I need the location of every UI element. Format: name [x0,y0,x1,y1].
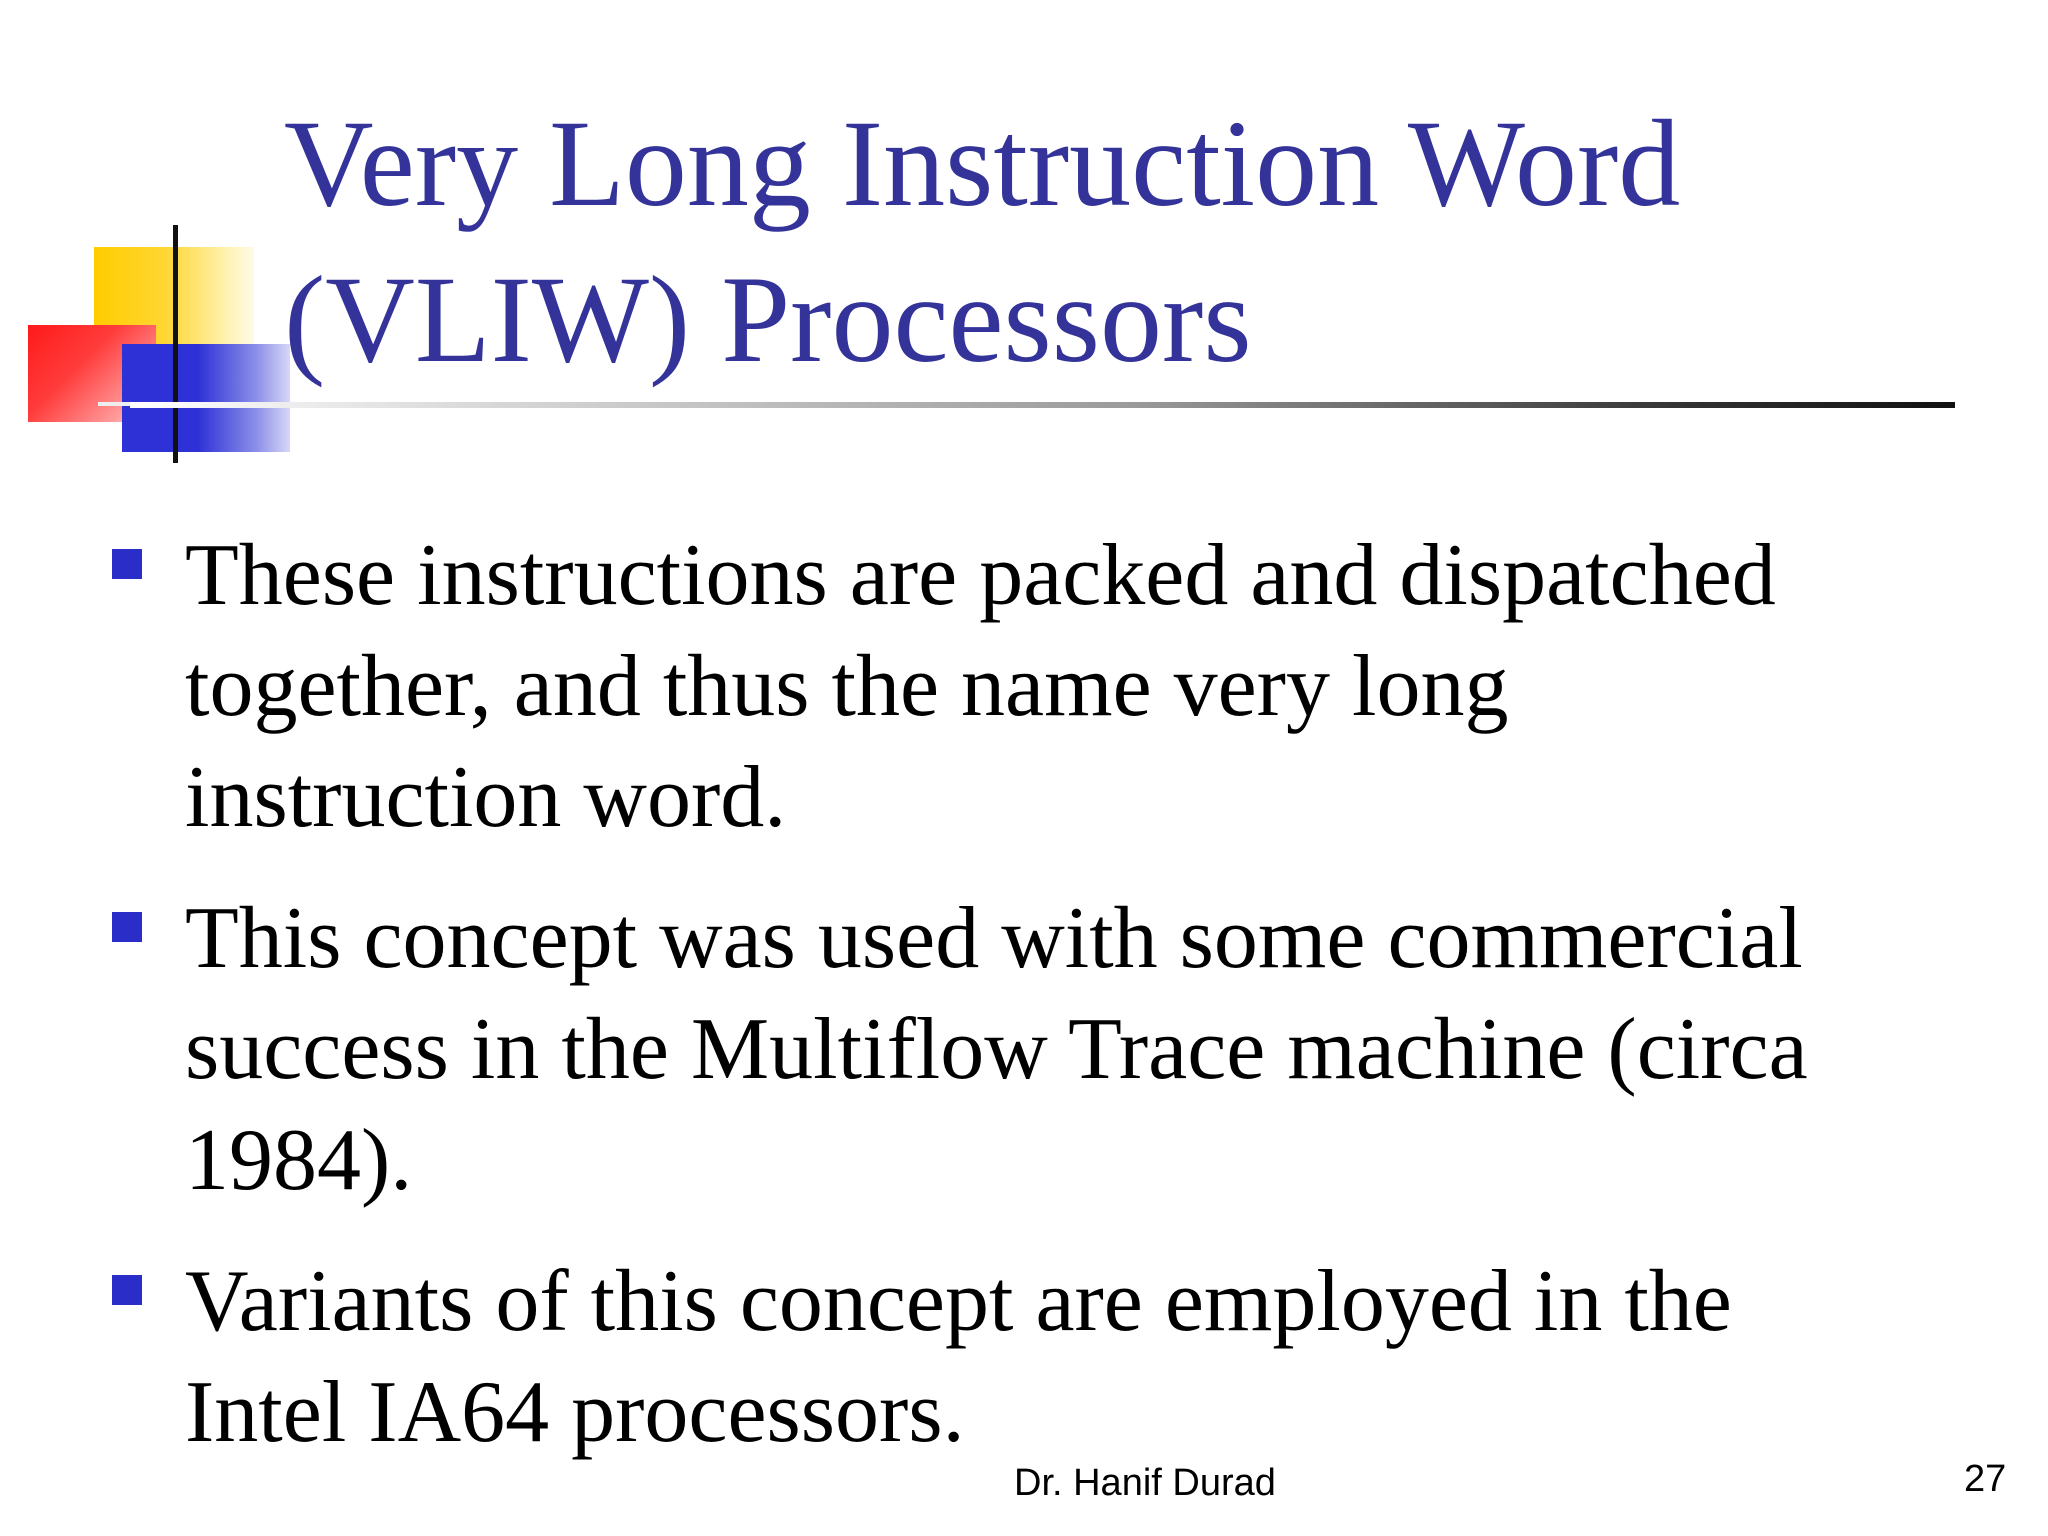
bullet-text-line: 1984). [185,1112,413,1209]
bullet-square-icon [112,549,142,579]
bullet-text-line: Intel IA64 processors. [185,1364,965,1461]
decorative-blue-square [122,344,290,452]
slide-page-number: 27 [1964,1458,2007,1500]
bullet-item [110,520,1940,853]
title-underline [130,402,1955,408]
bullet-text-line: success in the Multiflow Trace machine (circa [185,1001,1808,1098]
bullet-text-line: together, and thus the name very long [185,638,1509,735]
footer-author: Dr. Hanif Durad [1014,1462,1276,1504]
bullet-text-line: Variants of this concept are employed in the [185,1253,1732,1350]
bullet-item [110,883,1940,1216]
slide-title [284,86,1904,398]
bullet-text-line: This concept was used with some commercial [185,890,1803,987]
bullet-square-icon [112,1275,142,1305]
slide-title-line-2: (VLIW) Processors [284,251,1252,388]
bullet-text-line: instruction word. [185,749,787,846]
decorative-vertical-line [173,225,178,463]
bullet-list [110,520,1940,1498]
bullet-text-line: These instructions are packed and dispatched [185,527,1776,624]
bullet-item [110,1246,1940,1468]
bullet-square-icon [112,912,142,942]
slide-title-line-1: Very Long Instruction Word [284,95,1681,232]
